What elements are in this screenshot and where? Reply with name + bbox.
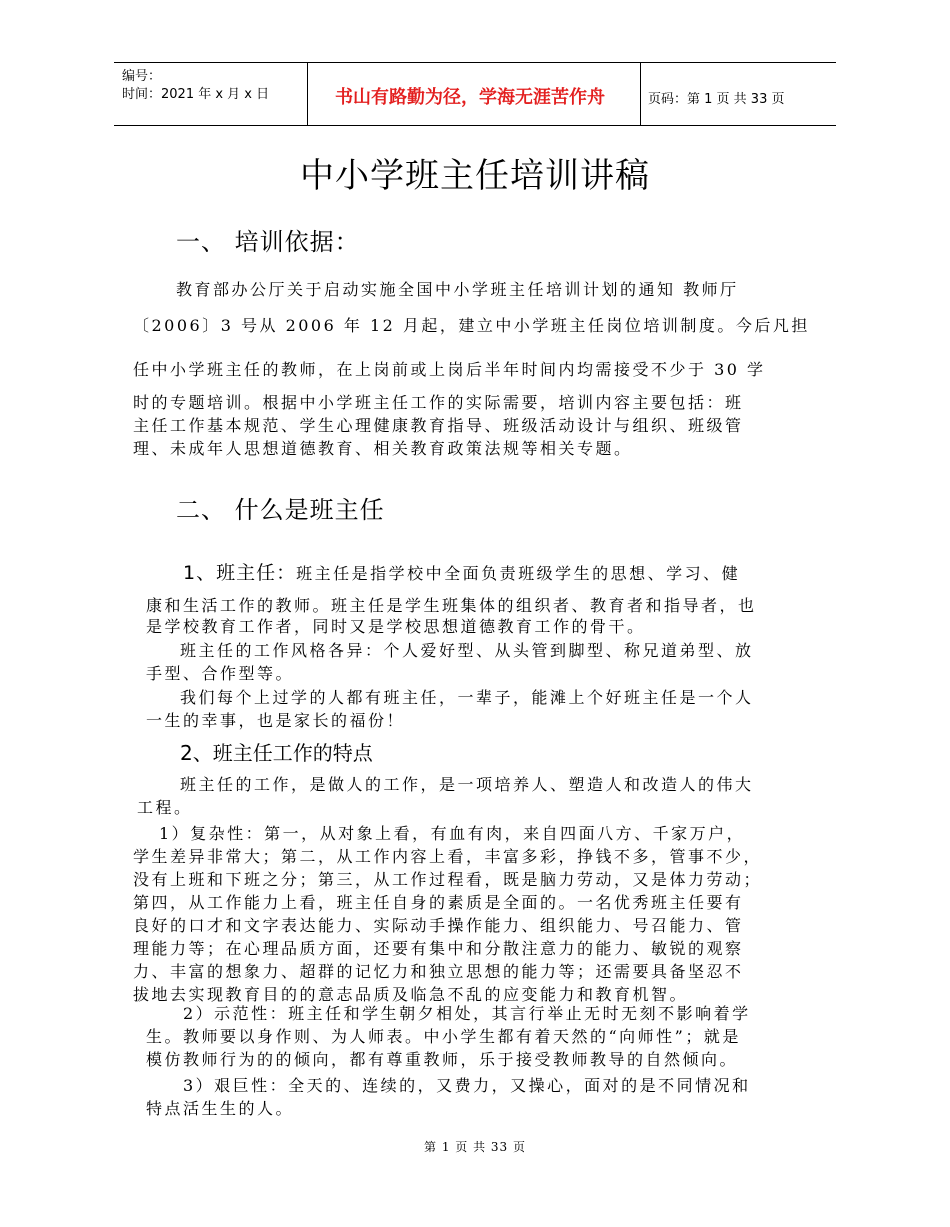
section-heading-what-is: 二、 什么是班主任 bbox=[176, 496, 385, 524]
subheading-lead: 1、班主任： bbox=[183, 562, 297, 584]
paragraph-line: 我们每个上过学的人都有班主任，一辈子，能滩上个好班主任是一个人 bbox=[180, 688, 754, 707]
paragraph-line: 2）示范性：班主任和学生朝夕相处，其言行举止无时无刻不影响着学 bbox=[183, 1004, 751, 1023]
paragraph-line: 一生的幸事，也是家长的福份！ bbox=[146, 711, 406, 730]
paragraph-line: 是学校教育工作者，同时又是学校思想道德教育工作的骨干。 bbox=[146, 617, 646, 636]
paragraph-line: 理能力等；在心理品质方面，还要有集中和分散注意力的能力、敏锐的观察 bbox=[133, 939, 744, 958]
subheading-characteristics: 2、班主任工作的特点 bbox=[180, 741, 373, 765]
header-divider bbox=[640, 63, 641, 125]
header-motto: 书山有路勤为径，学海无涯苦作舟 bbox=[335, 87, 605, 108]
header-divider bbox=[307, 63, 308, 125]
paragraph-line: 学生差异非常大；第二，从工作内容上看，丰富多彩，挣钱不多，管事不少， bbox=[133, 847, 763, 866]
paragraph-line: 班主任的工作风格各异：个人爱好型、从头管到脚型、称兄道弟型、放 bbox=[180, 641, 754, 660]
section-heading-basis: 一、 培训依据： bbox=[176, 228, 360, 256]
paragraph-line: 1）复杂性：第一，从对象上看，有血有肉，来自四面八方、千家万户， bbox=[159, 824, 746, 843]
paragraph-line: 时的专题培训。根据中小学班主任工作的实际需要，培训内容主要包括：班 bbox=[133, 393, 744, 412]
paragraph-line: 模仿教师行为的的倾向，都有尊重教师，乐于接受教师教导的自然倾向。 bbox=[146, 1050, 739, 1069]
paragraph-line: 任中小学班主任的教师，在上岗前或上岗后半年时间内均需接受不少于 30 学 bbox=[133, 360, 766, 379]
paragraph-line: 主任工作基本规范、学生心理健康教育指导、班级活动设计与组织、班级管 bbox=[133, 416, 744, 435]
paragraph-line: 班主任的工作，是做人的工作，是一项培养人、塑造人和改造人的伟大 bbox=[180, 775, 754, 794]
paragraph-line: 理、未成年人思想道德教育、相关教育政策法规等相关专题。 bbox=[133, 439, 633, 458]
header-table bbox=[114, 62, 836, 126]
page-footer: 第 1 页 共 33 页 bbox=[424, 1140, 526, 1154]
paragraph-line: 工程。 bbox=[137, 798, 193, 817]
paragraph-line: 力、丰富的想象力、超群的记忆力和独立思想的能力等；还需要具备坚忍不 bbox=[133, 962, 744, 981]
paragraph-line: 生。教师要以身作则、为人师表。中小学生都有着天然的“向师性”；就是 bbox=[146, 1027, 741, 1046]
paragraph-line: 第四，从工作能力上看，班主任自身的素质是全面的。一名优秀班主任要有 bbox=[133, 893, 744, 912]
document-title: 中小学班主任培训讲稿 bbox=[300, 156, 650, 196]
paragraph-line: 手型、合作型等。 bbox=[146, 664, 295, 683]
paragraph-line: 康和生活工作的教师。班主任是学生班集体的组织者、教育者和指导者，也 bbox=[146, 596, 757, 615]
paragraph-text: 班主任是指学校中全面负责班级学生的思想、学习、健 bbox=[296, 564, 741, 583]
paragraph-line: 〔2006〕3 号从 2006 年 12 月起，建立中小学班主任岗位培训制度。今后凡担 bbox=[133, 316, 810, 335]
paragraph-line: 3）艰巨性：全天的、连续的，又费力，又操心，面对的是不同情况和 bbox=[183, 1076, 751, 1095]
paragraph-line: 良好的口才和文字表达能力、实际动手操作能力、组织能力、号召能力、管 bbox=[133, 916, 744, 935]
paragraph-line: 拔地去实现教育目的的意志品质及临急不乱的应变能力和教育机智。 bbox=[133, 985, 689, 1004]
paragraph-line bbox=[183, 558, 740, 585]
paragraph-line: 没有上班和下班之分；第三，从工作过程看，既是脑力劳动，又是体力劳动； bbox=[133, 870, 763, 889]
paragraph-line: 教育部办公厅关于启动实施全国中小学班主任培训计划的通知 教师厅 bbox=[176, 280, 739, 299]
document-number-label: 编号： bbox=[122, 69, 162, 84]
header-page-info: 页码：第 1 页 共 33 页 bbox=[648, 92, 785, 107]
paragraph-line: 特点活生生的人。 bbox=[146, 1099, 295, 1118]
document-time-label: 时间：2021 年 x 月 x 日 bbox=[122, 87, 270, 102]
